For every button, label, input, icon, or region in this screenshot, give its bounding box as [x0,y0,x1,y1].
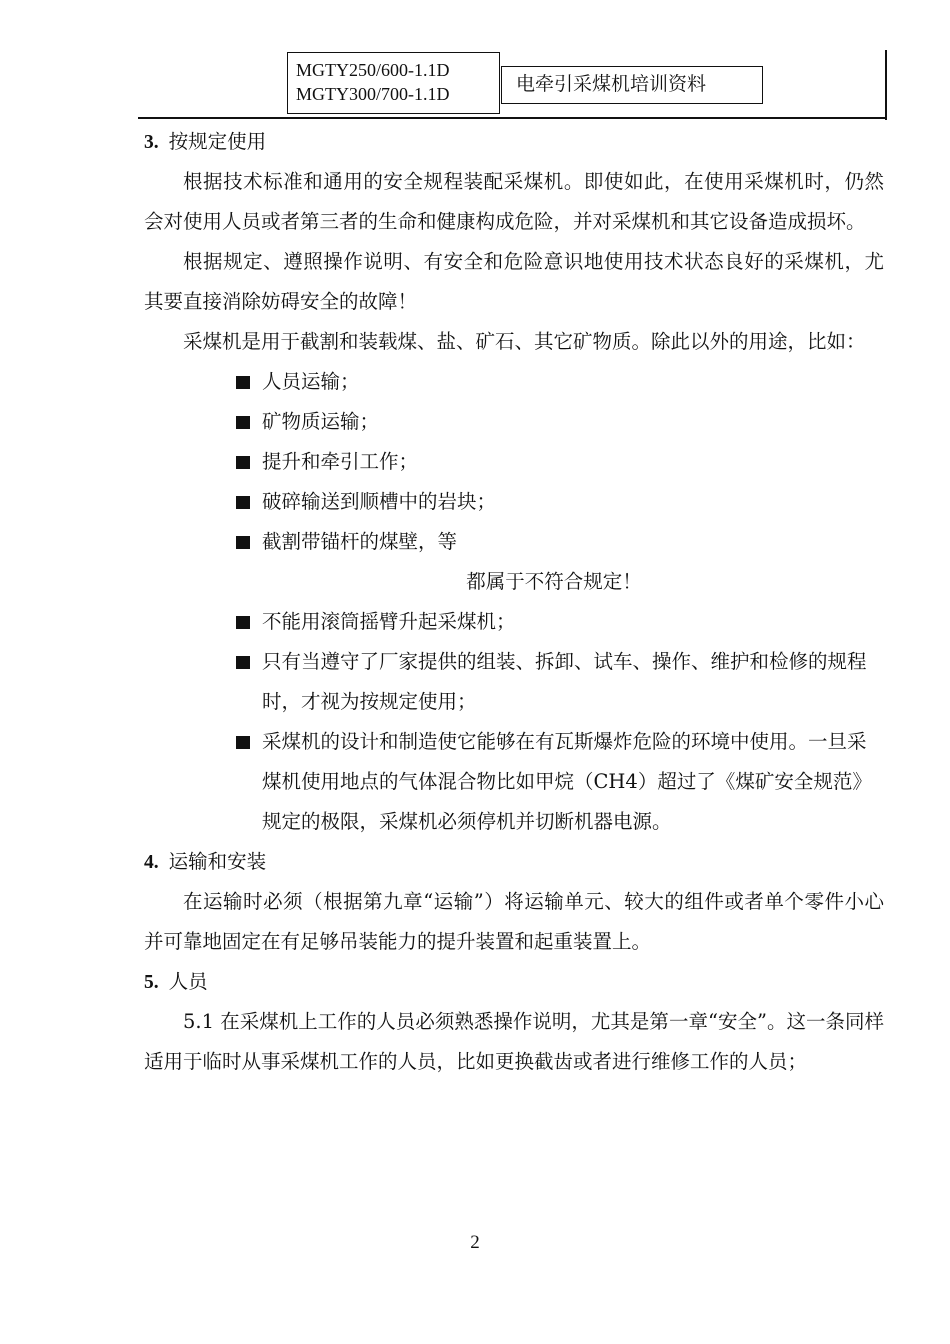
square-bullet-icon [236,616,250,629]
list-item: 人员运输； [236,362,884,402]
square-bullet-icon [236,496,250,509]
paragraph: 根据规定、遵照操作说明、有安全和危险意识地使用技术状态良好的采煤机，尤其要直接消除妨碍安全的故障！ [144,250,884,313]
square-bullet-icon [236,656,250,669]
list-item: 不能用滚筒摇臂升起采煤机； [236,602,884,642]
square-bullet-icon [236,416,250,429]
model-number-2: MGTY300/700-1.1D [296,84,450,104]
list-item: 矿物质运输； [236,402,884,442]
list-item: 破碎输送到顺槽中的岩块； [236,482,884,522]
header-underline [138,117,887,119]
header-right-rule [885,50,887,120]
paragraph: 根据技术标准和通用的安全规程装配采煤机。即使如此，在使用采煤机时，仍然会对使用人员或者第三者的生命和健康构成危险，并对采煤机和其它设备造成损坏。 [144,170,884,233]
list-item: 提升和牵引工作； [236,442,884,482]
section-title: 按规定使用 [168,130,267,153]
section-number: 4. [144,852,159,873]
section-title: 运输和安装 [168,850,267,873]
section-title: 人员 [168,970,208,993]
square-bullet-icon [236,536,250,549]
section-3-heading [144,122,884,162]
page-body [144,122,884,1082]
square-bullet-icon [236,376,250,389]
section-5-heading [144,962,884,1002]
not-allowed-note: 都属于不符合规定！ [466,570,642,593]
improper-uses-list [236,362,884,562]
square-bullet-icon [236,736,250,749]
square-bullet-icon [236,456,250,469]
paragraph: 采煤机是用于截割和装载煤、盐、矿石、其它矿物质。除此以外的用途，比如： [183,330,866,353]
paragraph: 在运输时必须（根据第九章“运输”）将运输单元、较大的组件或者单个零件小心并可靠地固定在有足够吊装能力的提升装置和起重装置上。 [144,890,884,953]
model-number-box [287,52,500,114]
list-item: 采煤机的设计和制造使它能够在有瓦斯爆炸危险的环境中使用。一旦采煤机使用地点的气体混合物比如甲烷（CH4）超过了《煤矿安全规范》规定的极限，采煤机必须停机并切断机器电源。 [236,722,884,842]
rules-list [236,602,884,842]
section-number: 5. [144,972,159,993]
section-4-heading [144,842,884,882]
paragraph: 5.1 在采煤机上工作的人员必须熟悉操作说明，尤其是第一章“安全”。这一条同样适用于临时从事采煤机工作的人员，比如更换截齿或者进行维修工作的人员； [144,1010,884,1073]
page-number: 2 [470,1232,480,1253]
list-item: 只有当遵守了厂家提供的组装、拆卸、试车、操作、维护和检修的规程时，才视为按规定使用； [236,642,884,722]
document-title: 电牵引采煤机培训资料 [501,66,763,104]
model-number-1: MGTY250/600-1.1D [296,60,450,80]
section-number: 3. [144,132,159,153]
list-item: 截割带锚杆的煤壁，等 [236,522,884,562]
